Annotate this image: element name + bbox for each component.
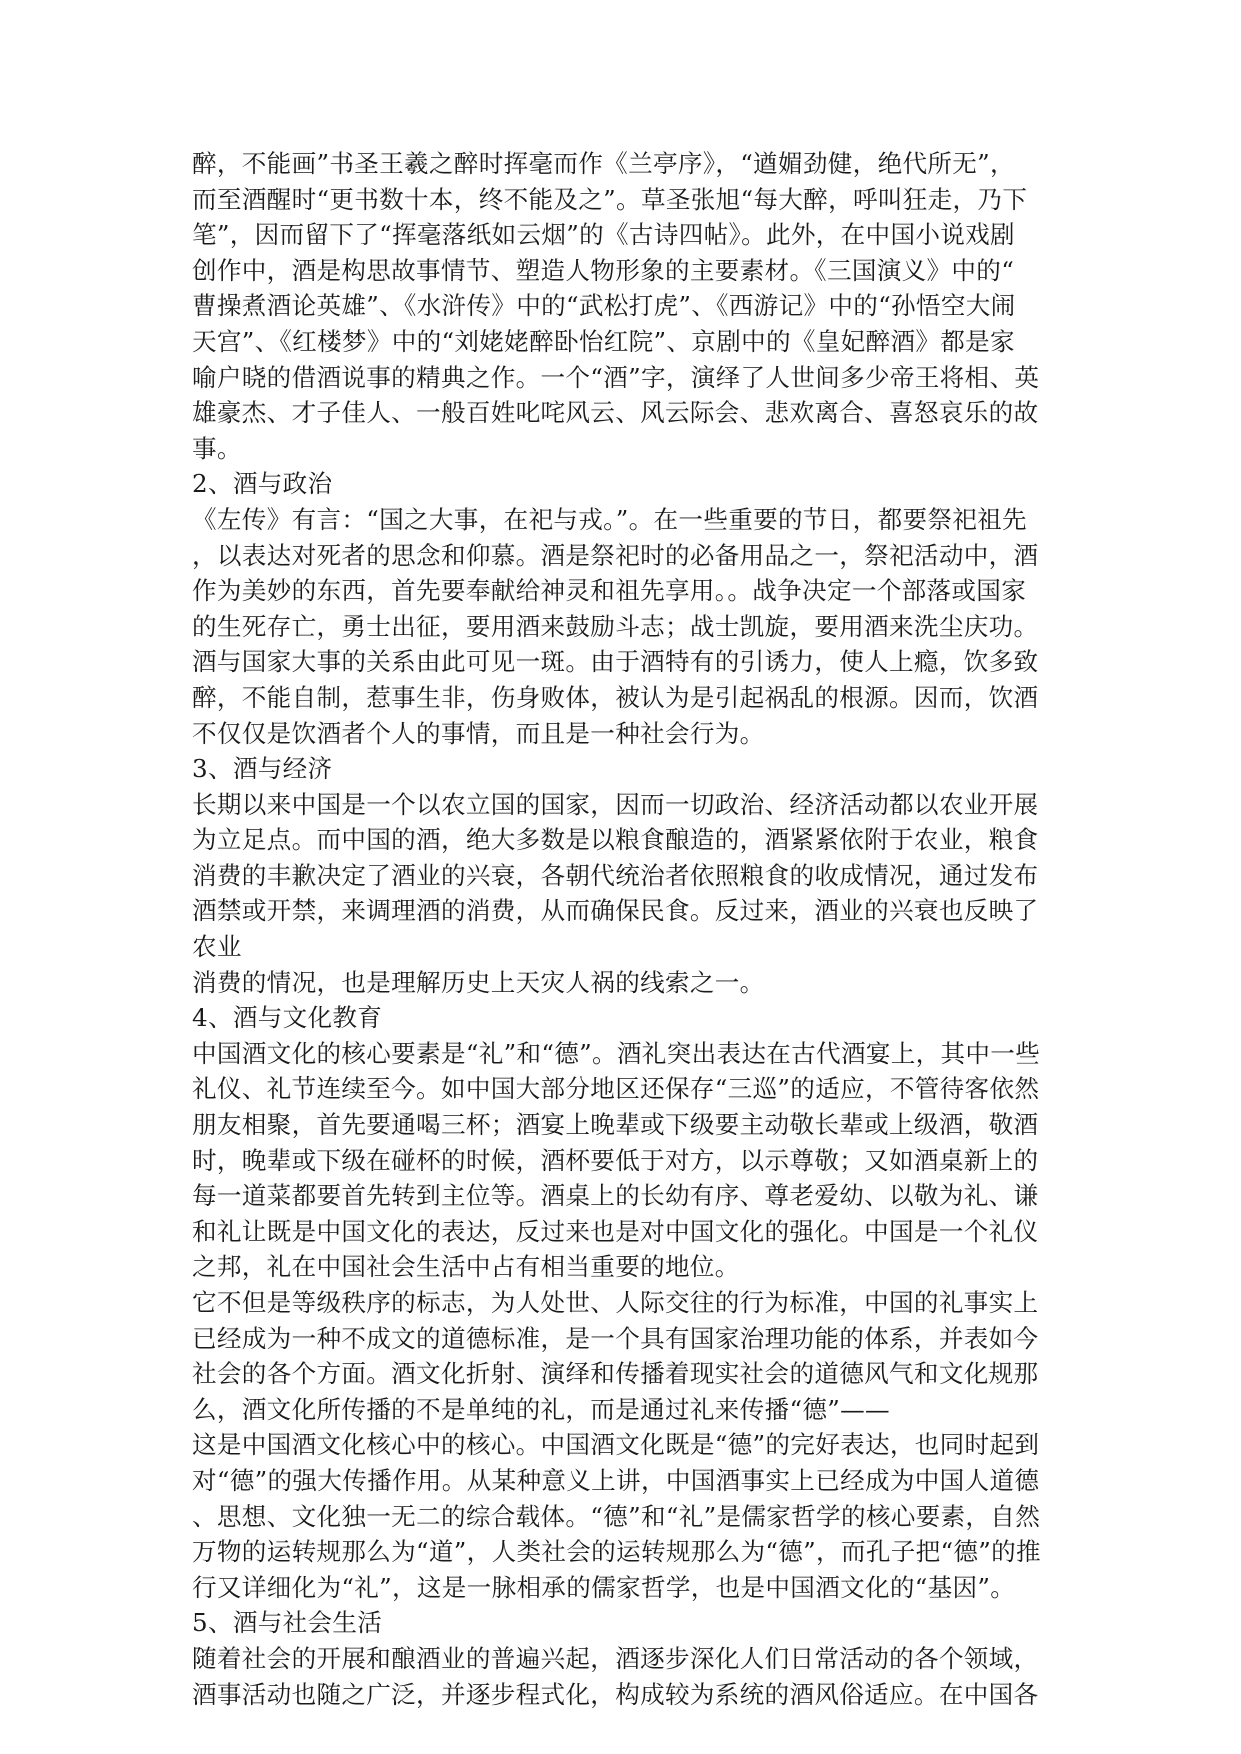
- text-line: 社会的各个方面。酒文化折射、演绎和传播着现实社会的道德风气和文化规那: [192, 1359, 1039, 1389]
- document-page: [192, 146, 1062, 1712]
- text-line: 酒事活动也随之广泛，并逐步程式化，构成较为系统的酒风俗适应。在中国各: [192, 1679, 1039, 1709]
- text-line: 酒与国家大事的关系由此可见一斑。由于酒特有的引诱力，使人上瘾，饮多致: [192, 647, 1039, 677]
- text-line: 曹操煮酒论英雄”、《水浒传》中的“武松打虎”、《西游记》中的“孙悟空大闹: [192, 291, 1016, 321]
- text-line: 5、酒与社会生活: [192, 1608, 383, 1638]
- text-line: ，以表达对死者的思念和仰慕。酒是祭祀时的必备用品之一，祭祀活动中，酒: [192, 540, 1039, 570]
- text-line: 和礼让既是中国文化的表达，反过来也是对中国文化的强化。中国是一个礼仪: [192, 1216, 1039, 1246]
- text-line: 之邦，礼在中国社会生活中占有相当重要的地位。: [192, 1252, 740, 1282]
- text-line: 喻户晓的借酒说事的精典之作。一个“酒”字，演绎了人世间多少帝王将相、英: [192, 362, 1040, 392]
- text-line: 不仅仅是饮酒者个人的事情，而且是一种社会行为。: [192, 718, 765, 748]
- text-line: 作为美妙的东西，首先要奉献给神灵和祖先享用。。战争决定一个部落或国家: [192, 576, 1027, 606]
- text-line: 中国酒文化的核心要素是“礼”和“德”。酒礼突出表达在古代酒宴上，其中一些: [192, 1038, 1041, 1068]
- text-line: 而至酒醒时“更书数十本，终不能及之”。草圣张旭“每大醉，呼叫狂走，乃下: [192, 184, 1028, 214]
- text-line: 它不但是等级秩序的标志，为人处世、人际交往的行为标准，中国的礼事实上: [192, 1288, 1039, 1317]
- text-line: 这是中国酒文化核心中的核心。中国酒文化既是“德”的完好表达，也同时起到: [192, 1430, 1040, 1460]
- text-line: 消费的情况，也是理解历史上天灾人祸的线索之一。: [192, 967, 765, 997]
- text-line: 么，酒文化所传播的不是单纯的礼，而是通过礼来传播“德”——: [192, 1394, 890, 1424]
- text-line: 3、酒与经济: [192, 754, 333, 784]
- text-line: 4、酒与文化教育: [192, 1003, 383, 1033]
- text-line: 已经成为一种不成文的道德标准，是一个具有国家治理功能的体系，并表如今: [192, 1323, 1039, 1353]
- text-line: 醉，不能画”书圣王羲之醉时挥毫而作《兰亭序》，“遒媚劲健，绝代所无”，: [192, 149, 1015, 178]
- text-line: 的生死存亡，勇士出征，要用酒来鼓励斗志；战士凯旋，要用酒来洗尘庆功。: [192, 611, 1039, 641]
- text-line: 、思想、文化独一无二的综合载体。“德”和“礼”是儒家哲学的核心要素，自然: [192, 1501, 1041, 1531]
- text-line: 笔”，因而留下了“挥毫落纸如云烟”的《古诗四帖》。此外，在中国小说戏剧: [192, 220, 1015, 250]
- text-line: 雄豪杰、才子佳人、一般百姓叱咤风云、风云际会、悲欢离合、喜怒哀乐的故: [192, 398, 1039, 428]
- text-line: 对“德”的强大传播作用。从某种意义上讲，中国酒事实上已经成为中国人道德: [192, 1465, 1040, 1495]
- text-line: 每一道菜都要首先转到主位等。酒桌上的长幼有序、尊老爱幼、以敬为礼、谦: [192, 1181, 1039, 1211]
- text-line: 万物的运转规那么为“道”，人类社会的运转规那么为“德”，而孔子把“德”的推: [192, 1537, 1041, 1567]
- text-line: 《左传》有言：“国之大事，在祀与戎。”。在一些重要的节日，都要祭祀祖先: [192, 504, 1027, 534]
- text-line: 2、酒与政治: [192, 469, 333, 499]
- text-line: 行又详细化为“礼”，这是一脉相承的儒家哲学，也是中国酒文化的“基因”。: [192, 1572, 1016, 1602]
- text-line: 长期以来中国是一个以农立国的国家，因而一切政治、经济活动都以农业开展: [192, 789, 1039, 819]
- text-line: 朋友相聚，首先要通喝三杯；酒宴上晚辈或下级要主动敬长辈或上级酒，敬酒: [192, 1110, 1039, 1140]
- text-line: 事。: [192, 433, 242, 463]
- text-line: 酒禁或开禁，来调理酒的消费，从而确保民食。反过来，酒业的兴衰也反映了: [192, 896, 1039, 926]
- text-line: 消费的丰歉决定了酒业的兴衰，各朝代统治者依照粮食的收成情况，通过发布: [192, 860, 1039, 890]
- text-line: 创作中，酒是构思故事情节、塑造人物形象的主要素材。《三国演义》中的“: [192, 255, 1015, 285]
- text-line: 时，晚辈或下级在碰杯的时候，酒杯要低于对方，以示尊敬；又如酒桌新上的: [192, 1145, 1039, 1175]
- text-line: 随着社会的开展和酿酒业的普遍兴起，酒逐步深化人们日常活动的各个领域，: [192, 1643, 1039, 1673]
- text-line: 礼仪、礼节连续至今。如中国大部分地区还保存“三巡”的适应，不管待客依然: [192, 1074, 1040, 1104]
- text-line: 为立足点。而中国的酒，绝大多数是以粮食酿造的，酒紧紧依附于农业，粮食: [192, 825, 1039, 855]
- text-line: 天宫”、《红楼梦》中的“刘姥姥醉卧怡红院”、京剧中的《皇妃醉酒》都是家: [192, 326, 1015, 356]
- text-line: 农业: [192, 932, 242, 962]
- text-line: 醉，不能自制，惹事生非，伤身败体，被认为是引起祸乱的根源。因而，饮酒: [192, 682, 1039, 712]
